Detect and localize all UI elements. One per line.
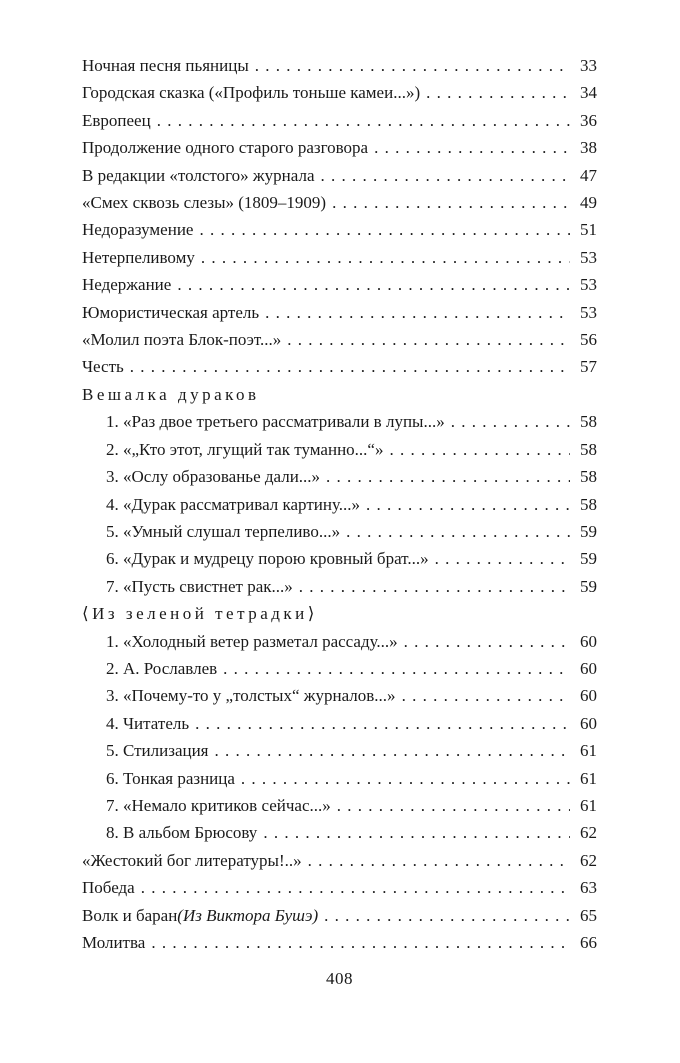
toc-entry-page: 61: [580, 768, 597, 788]
toc-entry-page: 38: [580, 138, 597, 158]
dot-leader: [324, 902, 570, 929]
toc-entry-page: 60: [580, 713, 597, 733]
toc-entry-page: 61: [580, 741, 597, 761]
dot-leader: [374, 134, 570, 161]
dot-leader: [299, 573, 570, 600]
toc-entry: [82, 765, 597, 792]
toc-entry: [82, 792, 597, 819]
toc-entry: [82, 436, 597, 463]
page-number: 408: [326, 969, 353, 989]
toc-entry-title: Ночная песня пьяницы: [82, 56, 249, 75]
toc-entry: [82, 710, 597, 737]
dot-leader: [337, 792, 570, 819]
toc-entry-title: ⟨Из зеленой тетрадки⟩: [82, 604, 318, 624]
toc-entry-page: 61: [580, 795, 597, 815]
toc-entry-title: Недержание: [82, 275, 172, 295]
toc-entry-page: 49: [580, 193, 597, 213]
dot-leader: [199, 216, 570, 243]
toc-entry-title: Честь: [82, 357, 124, 377]
toc-entry-title-italic: (Из Виктора Бушэ): [177, 905, 319, 925]
toc-entry: [82, 79, 597, 106]
toc-entry-page: 58: [580, 412, 597, 432]
toc-entry: [82, 134, 597, 161]
toc-entry-title: 1. «Холодный ветер разметал рассаду...»: [106, 631, 398, 651]
toc-entry: [82, 573, 597, 600]
toc-entry-title: Продолжение одного старого разговора: [82, 138, 369, 158]
dot-leader: [255, 52, 570, 79]
toc-entry: [82, 491, 597, 518]
toc-entry-page: 36: [580, 110, 597, 130]
toc-entry-title: Молитва: [82, 933, 146, 952]
toc-entry: [82, 902, 597, 929]
toc-entry-page: 53: [580, 275, 597, 295]
toc-entry-page: 63: [580, 878, 597, 898]
dot-leader: [265, 299, 570, 326]
toc-entry-page: 51: [580, 220, 597, 240]
toc-entry-title: 1. «Раз двое третьего рассматривали в лупы...»: [106, 412, 445, 432]
dot-leader: [404, 628, 570, 655]
toc-entry: [82, 299, 597, 326]
toc-entry: [82, 381, 597, 408]
dot-leader: [241, 765, 570, 792]
toc-entry-page: 62: [580, 850, 597, 870]
toc-entry-title: Вешалка дураков: [82, 384, 260, 404]
dot-leader: [287, 326, 570, 353]
toc-entry-title: 3. «Почему-то у „толстых“ журналов...»: [106, 686, 396, 706]
toc-entry-page: 57: [580, 357, 597, 377]
toc-entry: [82, 655, 597, 682]
toc-entry: [82, 162, 597, 189]
dot-leader: [195, 710, 570, 737]
toc-entry-title: В редакции «толстого» журнала: [82, 165, 315, 185]
toc-entry-page: 59: [580, 549, 597, 569]
dot-leader: [346, 518, 570, 545]
toc-entry: [82, 682, 597, 709]
toc-entry: [82, 819, 597, 846]
toc-entry-title: 4. «Дурак рассматривал картину...»: [106, 494, 360, 514]
dot-leader: [366, 491, 570, 518]
dot-leader: [177, 271, 570, 298]
dot-leader: [426, 79, 570, 106]
toc-entry: [82, 847, 597, 874]
toc-entry: [82, 545, 597, 572]
toc-entry-page: 59: [580, 521, 597, 541]
toc-entry: [82, 189, 597, 216]
toc-entry-page: 58: [580, 467, 597, 487]
toc-entry-title: Волк и баран: [82, 905, 178, 925]
toc-entry: [82, 737, 597, 764]
toc-entry-title: «Жестокий бог литературы!..»: [82, 850, 302, 870]
toc-entry-page: 60: [580, 686, 597, 706]
toc-entry-page: 65: [580, 905, 597, 925]
dot-leader: [332, 189, 570, 216]
toc-entry: [82, 216, 597, 243]
toc-entry: [82, 463, 597, 490]
toc-entry: [82, 600, 597, 627]
toc-entry-title: 2. А. Рославлев: [106, 658, 218, 678]
toc-entry-page: 53: [580, 247, 597, 267]
dot-leader: [157, 107, 570, 134]
toc-entry-page: 59: [580, 576, 597, 596]
toc-entry: [82, 408, 597, 435]
dot-leader: [223, 655, 570, 682]
toc-entry-title: Недоразумение: [82, 220, 194, 240]
toc-entry-page: 56: [580, 330, 597, 350]
toc-entry-title: Нетерпеливому: [82, 247, 195, 267]
toc-entry-page: 60: [580, 631, 597, 651]
toc-entry-page: 58: [580, 494, 597, 514]
toc-entry-title: 4. Читатель: [106, 713, 190, 733]
toc-list: [82, 52, 597, 956]
toc-entry: [82, 929, 597, 956]
toc-entry: [82, 353, 597, 380]
toc-entry-page: 53: [580, 302, 597, 322]
toc-entry: [82, 874, 597, 901]
toc-entry: [82, 628, 597, 655]
toc-entry: [82, 271, 597, 298]
toc-entry-title: Городская сказка («Профиль тоньше камеи...»): [82, 83, 421, 103]
dot-leader: [151, 929, 570, 956]
toc-entry-page: 62: [580, 823, 597, 843]
toc-entry: [82, 52, 597, 79]
dot-leader: [263, 819, 570, 846]
toc-entry-title: Европеец: [82, 110, 151, 130]
dot-leader: [389, 436, 570, 463]
toc-entry-title: 7. «Пусть свистнет рак...»: [106, 576, 293, 596]
toc-entry-page: 58: [580, 439, 597, 459]
dot-leader: [308, 847, 570, 874]
toc-entry: [82, 107, 597, 134]
toc-entry-title: 5. Стилизация: [106, 741, 209, 761]
toc-entry: [82, 326, 597, 353]
toc-entry-title: 5. «Умный слушал терпеливо...»: [106, 521, 341, 541]
toc-entry-title: 7. «Немало критиков сейчас...»: [106, 795, 331, 815]
toc-entry-page: 47: [580, 165, 597, 185]
dot-leader: [451, 408, 570, 435]
toc-entry-title: 6. «Дурак и мудрецу порою кровный брат...»: [106, 549, 429, 569]
toc-entry-page: 34: [580, 83, 597, 103]
toc-entry: [82, 518, 597, 545]
dot-leader: [402, 682, 570, 709]
toc-entry-title: 2. «„Кто этот, лгущий так туманно...“»: [106, 439, 384, 459]
toc-entry-title: «Смех сквозь слезы» (1809–1909): [82, 193, 327, 213]
toc-entry: [82, 244, 597, 271]
dot-leader: [201, 244, 570, 271]
toc-entry-title: 8. В альбом Брюсову: [106, 823, 258, 843]
dot-leader: [326, 463, 570, 490]
toc-entry-page: 60: [580, 658, 597, 678]
dot-leader: [141, 874, 570, 901]
dot-leader: [435, 545, 570, 572]
dot-leader: [321, 162, 571, 189]
toc-entry-page: 33: [580, 56, 597, 75]
toc-entry-page: 66: [580, 933, 597, 952]
toc-entry-title: 6. Тонкая разница: [106, 768, 235, 788]
toc-entry-title: «Молил поэта Блок-поэт...»: [82, 330, 282, 350]
toc-entry-title: 3. «Ослу образованье дали...»: [106, 467, 321, 487]
dot-leader: [130, 353, 570, 380]
toc-entry-title: Юмористическая артель: [82, 302, 260, 322]
toc-entry-title: Победа: [82, 878, 135, 898]
dot-leader: [215, 737, 571, 764]
